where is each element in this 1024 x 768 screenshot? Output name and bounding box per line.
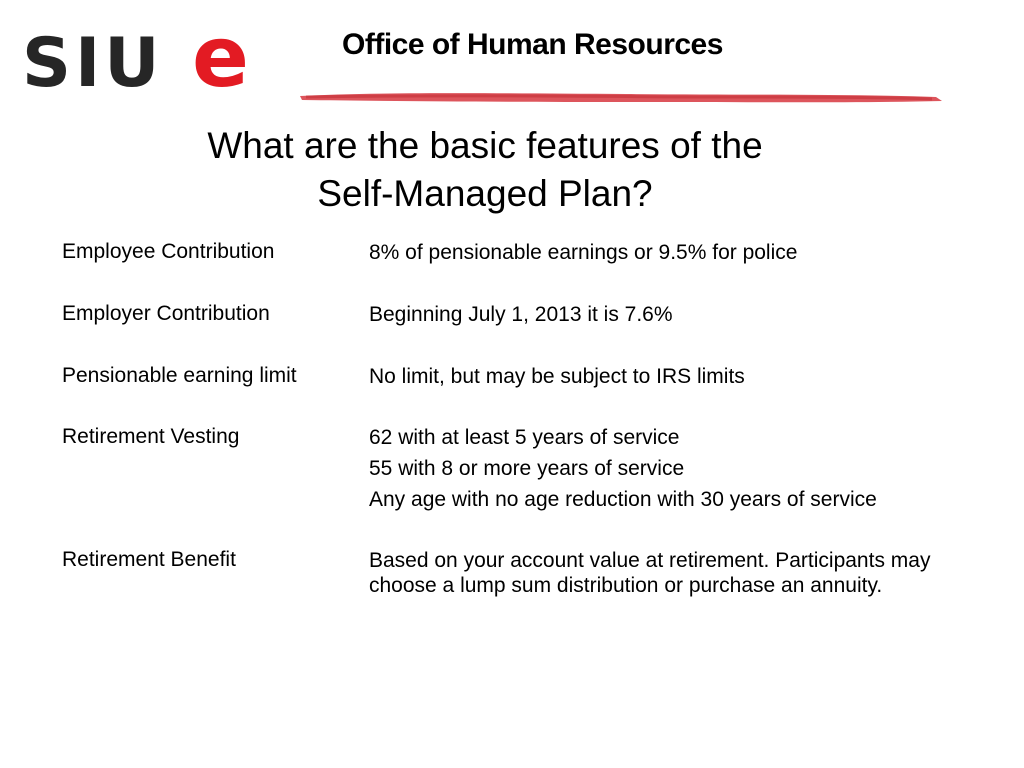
feature-value-line: 55 with 8 or more years of service	[369, 457, 685, 480]
feature-label: Retirement Vesting	[62, 425, 240, 448]
slide-title	[140, 122, 830, 218]
feature-label: Pensionable earning limit	[62, 364, 297, 387]
feature-value-list	[369, 425, 969, 515]
feature-label: Retirement Benefit	[62, 548, 236, 571]
feature-label: Employee Contribution	[62, 240, 275, 263]
feature-value: No limit, but may be subject to IRS limits	[369, 365, 745, 388]
feature-value: 8% of pensionable earnings or 9.5% for police	[369, 241, 798, 264]
feature-value: Based on your account value at retirement. Participants may choose a lump sum distribution or purchase an annuity.	[369, 549, 931, 597]
slide-title-line-2: Self-Managed Plan?	[317, 173, 653, 214]
feature-label: Employer Contribution	[62, 302, 270, 325]
logo-text: SIU	[22, 24, 164, 96]
logo-accent-letter: e	[192, 24, 249, 96]
org-name: Office of Human Resources	[342, 28, 723, 61]
brush-stroke-divider	[296, 84, 946, 112]
siue-logo	[22, 24, 284, 96]
feature-value: Beginning July 1, 2013 it is 7.6%	[369, 303, 673, 326]
feature-value-line: Any age with no age reduction with 30 years of service	[369, 488, 877, 511]
feature-value-line: 62 with at least 5 years of service	[369, 426, 680, 449]
slide-title-line-1: What are the basic features of the	[207, 125, 763, 166]
